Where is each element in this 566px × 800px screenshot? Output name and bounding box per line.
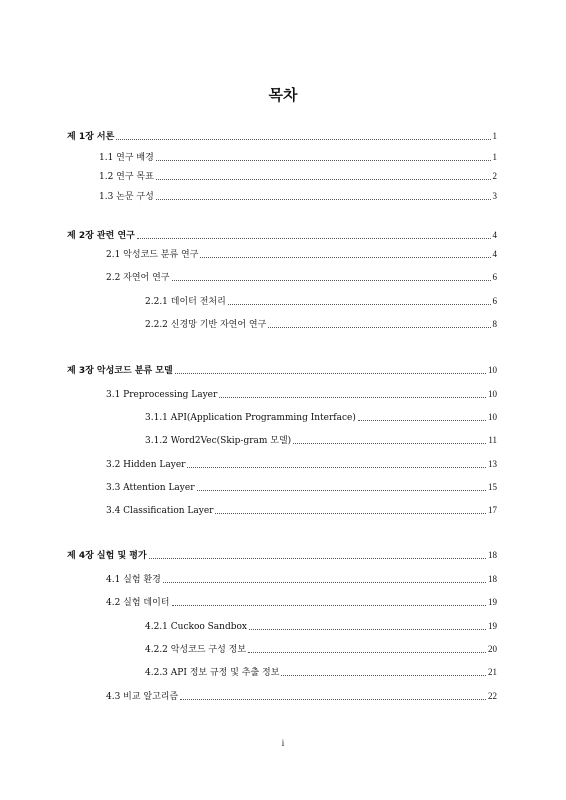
toc-page: 4: [492, 230, 497, 240]
toc-entry-4-3[interactable]: [106, 690, 497, 703]
toc-label: 2.2.1 데이터 전처리: [145, 297, 226, 307]
toc-leader: [137, 237, 491, 239]
toc-entry-1-2[interactable]: [99, 170, 497, 183]
toc-entry-3-4[interactable]: [106, 504, 497, 517]
toc-page: 19: [488, 621, 497, 631]
toc-page: 19: [488, 597, 497, 607]
toc-page: 17: [488, 505, 497, 515]
toc-entry-4-1[interactable]: [106, 573, 497, 586]
toc-page: 3: [492, 191, 497, 201]
toc-entry-4-2-3[interactable]: [145, 666, 497, 679]
toc-page: 11: [488, 435, 497, 445]
toc-leader: [215, 512, 486, 514]
toc-leader: [172, 279, 491, 281]
toc-page: 6: [492, 272, 497, 282]
toc-leader: [116, 138, 490, 140]
toc-leader: [175, 372, 486, 374]
toc-page: 13: [488, 459, 497, 469]
toc-label: 4.3 비교 알고리즘: [106, 692, 179, 702]
toc-entry-4-2[interactable]: [106, 596, 497, 609]
toc-leader: [219, 396, 486, 398]
page-title: 목차: [268, 86, 298, 104]
toc-entry-chapter-4[interactable]: [67, 549, 497, 562]
toc-label: 3.2 Hidden Layer: [106, 460, 186, 470]
toc-label: 1.1 연구 배경: [99, 153, 154, 163]
toc-page: 20: [488, 644, 497, 654]
toc-label: 3.3 Attention Layer: [106, 483, 195, 493]
toc-leader: [180, 698, 486, 700]
toc-page: 18: [488, 574, 497, 584]
toc-entry-1-3[interactable]: [99, 190, 497, 203]
toc-page: 6: [492, 296, 497, 306]
toc-entry-3-3[interactable]: [106, 481, 497, 494]
toc-leader: [281, 674, 486, 676]
toc-entry-2-1[interactable]: [106, 248, 497, 261]
toc-leader: [156, 178, 491, 180]
toc-entry-chapter-3[interactable]: [67, 364, 497, 377]
toc-page: 10: [488, 412, 497, 422]
toc-label: 4.2.1 Cuckoo Sandbox: [145, 622, 247, 632]
toc-leader: [268, 326, 490, 328]
toc-label: 3.4 Classification Layer: [106, 506, 214, 516]
toc-entry-3-1-1[interactable]: [145, 411, 497, 424]
toc-entry-3-2[interactable]: [106, 458, 497, 471]
toc-label: 4.2.3 API 정보 규정 및 추출 정보: [145, 668, 280, 678]
toc-leader: [149, 557, 486, 559]
toc-label: 4.1 실험 환경: [106, 575, 161, 585]
toc-page: 4: [492, 249, 497, 259]
toc-page: 18: [488, 550, 497, 560]
toc-label: 1.2 연구 목표: [99, 172, 154, 182]
toc-label: 제 4장 실험 및 평가: [67, 551, 147, 561]
toc-page: 1: [492, 152, 497, 162]
toc-leader: [358, 419, 486, 421]
toc-leader: [163, 581, 486, 583]
toc-label: 3.1.2 Word2Vec(Skip-gram 모델): [145, 436, 292, 446]
toc-leader: [156, 198, 491, 200]
toc-entry-3-1[interactable]: [106, 388, 497, 401]
toc-leader: [293, 442, 486, 444]
toc-label: 2.2 자연어 연구: [106, 273, 170, 283]
toc-page: 10: [488, 365, 497, 375]
toc-leader: [200, 256, 490, 258]
toc-page: 21: [488, 667, 497, 677]
page-number: i: [281, 738, 285, 748]
toc-entry-1-1[interactable]: [99, 151, 497, 164]
toc-leader: [248, 651, 486, 653]
toc-entry-4-2-1[interactable]: [145, 620, 497, 633]
toc-entry-chapter-2[interactable]: [67, 229, 497, 242]
toc-page: 8: [492, 319, 497, 329]
toc-entry-2-2-2[interactable]: [145, 318, 497, 331]
toc-page: 22: [488, 691, 497, 701]
toc-page: 10: [488, 389, 497, 399]
toc-entry-4-2-2[interactable]: [145, 643, 497, 656]
toc-label: 4.2 실험 데이터: [106, 598, 170, 608]
toc-leader: [172, 604, 486, 606]
toc-page: 2: [492, 171, 497, 181]
toc-entry-2-2-1[interactable]: [145, 295, 497, 308]
toc-leader: [249, 628, 486, 630]
toc-label: 1.3 논문 구성: [99, 192, 154, 202]
toc-label: 제 2장 관련 연구: [67, 231, 135, 241]
toc-entry-chapter-1[interactable]: [67, 130, 497, 143]
toc-label: 2.2.2 신경망 기반 자연어 연구: [145, 320, 267, 330]
toc-page: 1: [492, 131, 497, 141]
toc-label: 3.1 Preprocessing Layer: [106, 390, 218, 400]
toc-leader: [156, 159, 491, 161]
toc-label: 4.2.2 악성코드 구성 정보: [145, 645, 247, 655]
toc-label: 제 1장 서론: [67, 132, 115, 142]
toc-leader: [187, 466, 486, 468]
toc-page: 15: [488, 482, 497, 492]
toc-label: 제 3장 악성코드 분류 모델: [67, 366, 173, 376]
toc-entry-2-2[interactable]: [106, 271, 497, 284]
toc-leader: [228, 303, 491, 305]
toc-label: 3.1.1 API(Application Programming Interface): [145, 413, 356, 423]
toc-entry-3-1-2[interactable]: [145, 434, 497, 447]
toc-label: 2.1 악성코드 분류 연구: [106, 250, 199, 260]
toc-leader: [197, 489, 487, 491]
